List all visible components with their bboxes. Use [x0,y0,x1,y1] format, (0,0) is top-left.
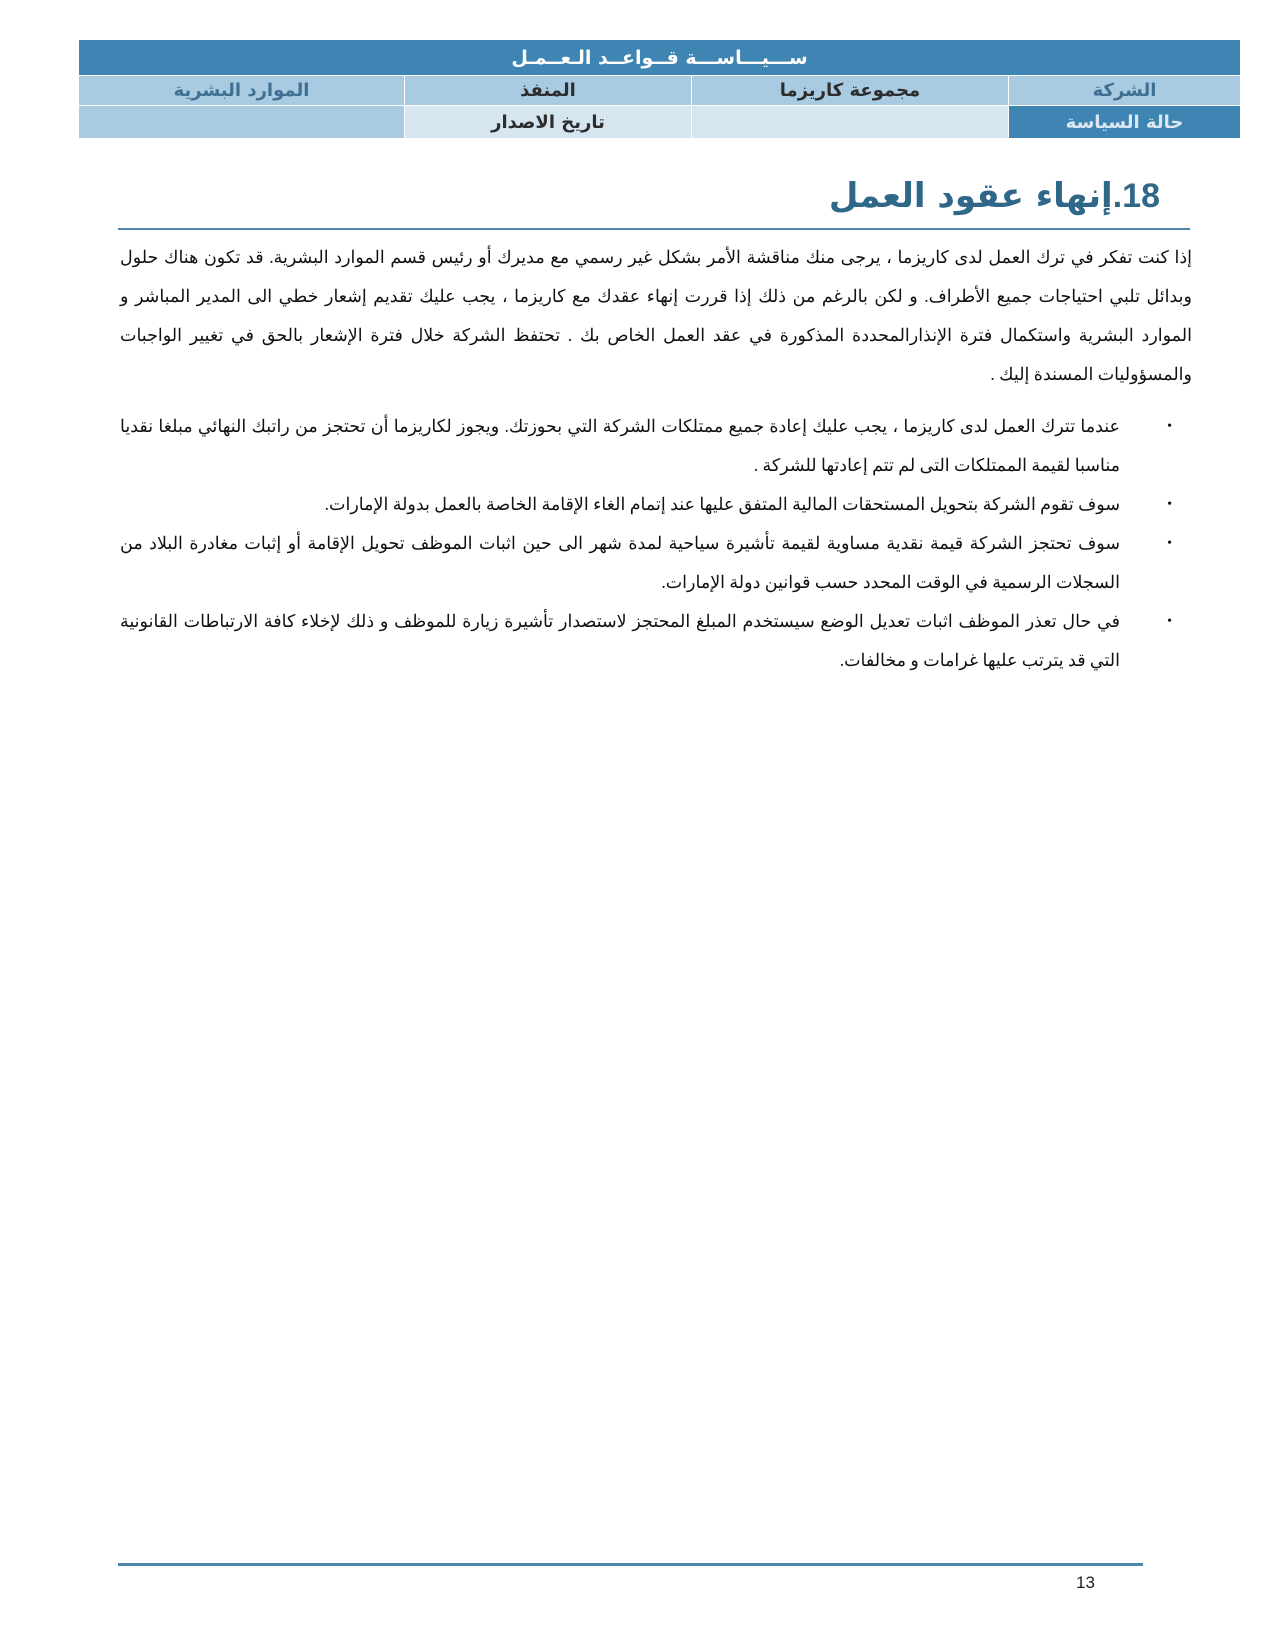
header-row-status [79,106,1241,139]
heading-underline [118,228,1190,230]
bullet-icon: • [1167,536,1172,551]
header-title: ســـيـــاســـة قــواعــد الـعــمـل [79,40,1241,76]
company-value: مجموعة كاريزما [692,76,1009,106]
issue-date-label: تاريخ الاصدار [405,106,692,139]
list-item [120,602,1172,680]
company-label: الشركة [1009,76,1241,106]
section-number: 18. [1112,177,1160,215]
section-heading [829,176,1160,216]
footer-divider [118,1563,1143,1566]
list-item [120,407,1172,485]
list-item [120,485,1172,524]
policy-status-value [692,106,1009,139]
list-item-text: سوف تقوم الشركة بتحويل المستحقات المالية المتفق عليها عند إتمام الغاء الإقامة الخاصة بالعمل بدولة الإمارات. [324,494,1120,514]
executor-value: الموارد البشرية [79,76,405,106]
intro-paragraph: إذا كنت تفكر في ترك العمل لدى كاريزما ، يرجى منك مناقشة الأمر بشكل غير رسمي مع مديرك أو رئيس قسم الموارد البشرية. قد تكون هناك حلول وبدائل تلبي احتياجات جميع الأطراف. و لكن بالرغم من ذلك إذا قررت إنهاء عقدك مع كاريزما ، يجب عليك تقديم إشعار خطي الى المدير المباشر و الموارد البشرية واستكمال فترة الإنذارالمحددة المذكورة في عقد العمل الخاص بك . تحتفظ الشركة خلال فترة الإشعار بالحق في تغيير الواجبات والمسؤوليات المسندة إليك . [120,247,1192,384]
list-item-text: عندما تترك العمل لدى كاريزما ، يجب عليك إعادة جميع ممتلكات الشركة التي بحوزتك. ويجوز لكاريزما أن تحتجز من راتبك النهائي مبلغا نقديا مناسبا لقيمة الممتلكات التى لم تتم إعادتها للشركة . [120,416,1120,475]
bullet-icon: • [1167,419,1172,434]
list-item [120,524,1172,602]
policy-header-table [78,39,1241,139]
issue-date-value [79,106,405,139]
executor-label: المنفذ [405,76,692,106]
page-number: 13 [1076,1573,1095,1592]
bullet-icon: • [1167,614,1172,629]
header-title-row [79,40,1241,76]
list-item-text: سوف تحتجز الشركة قيمة نقدية مساوية لقيمة تأشيرة سياحية لمدة شهر الى حين اثبات الموظف تحويل الإقامة أو إثبات مغادرة البلاد من السجلات الرسمية في الوقت المحدد حسب قوانين دولة الإمارات. [120,533,1120,592]
section-title: إنهاء عقود العمل [828,176,1113,216]
list-item-text: في حال تعذر الموظف اثبات تعديل الوضع سيستخدم المبلغ المحتجز لاستصدار تأشيرة زيارة للموظف و ذلك لإخلاء كافة الارتباطات القانونية التي قد يترتب عليها غرامات و مخالفات. [120,611,1120,670]
bullet-list [120,407,1172,680]
header-row-company [79,76,1241,106]
policy-status-label: حالة السياسة [1009,106,1241,139]
bullet-icon: • [1167,497,1172,512]
